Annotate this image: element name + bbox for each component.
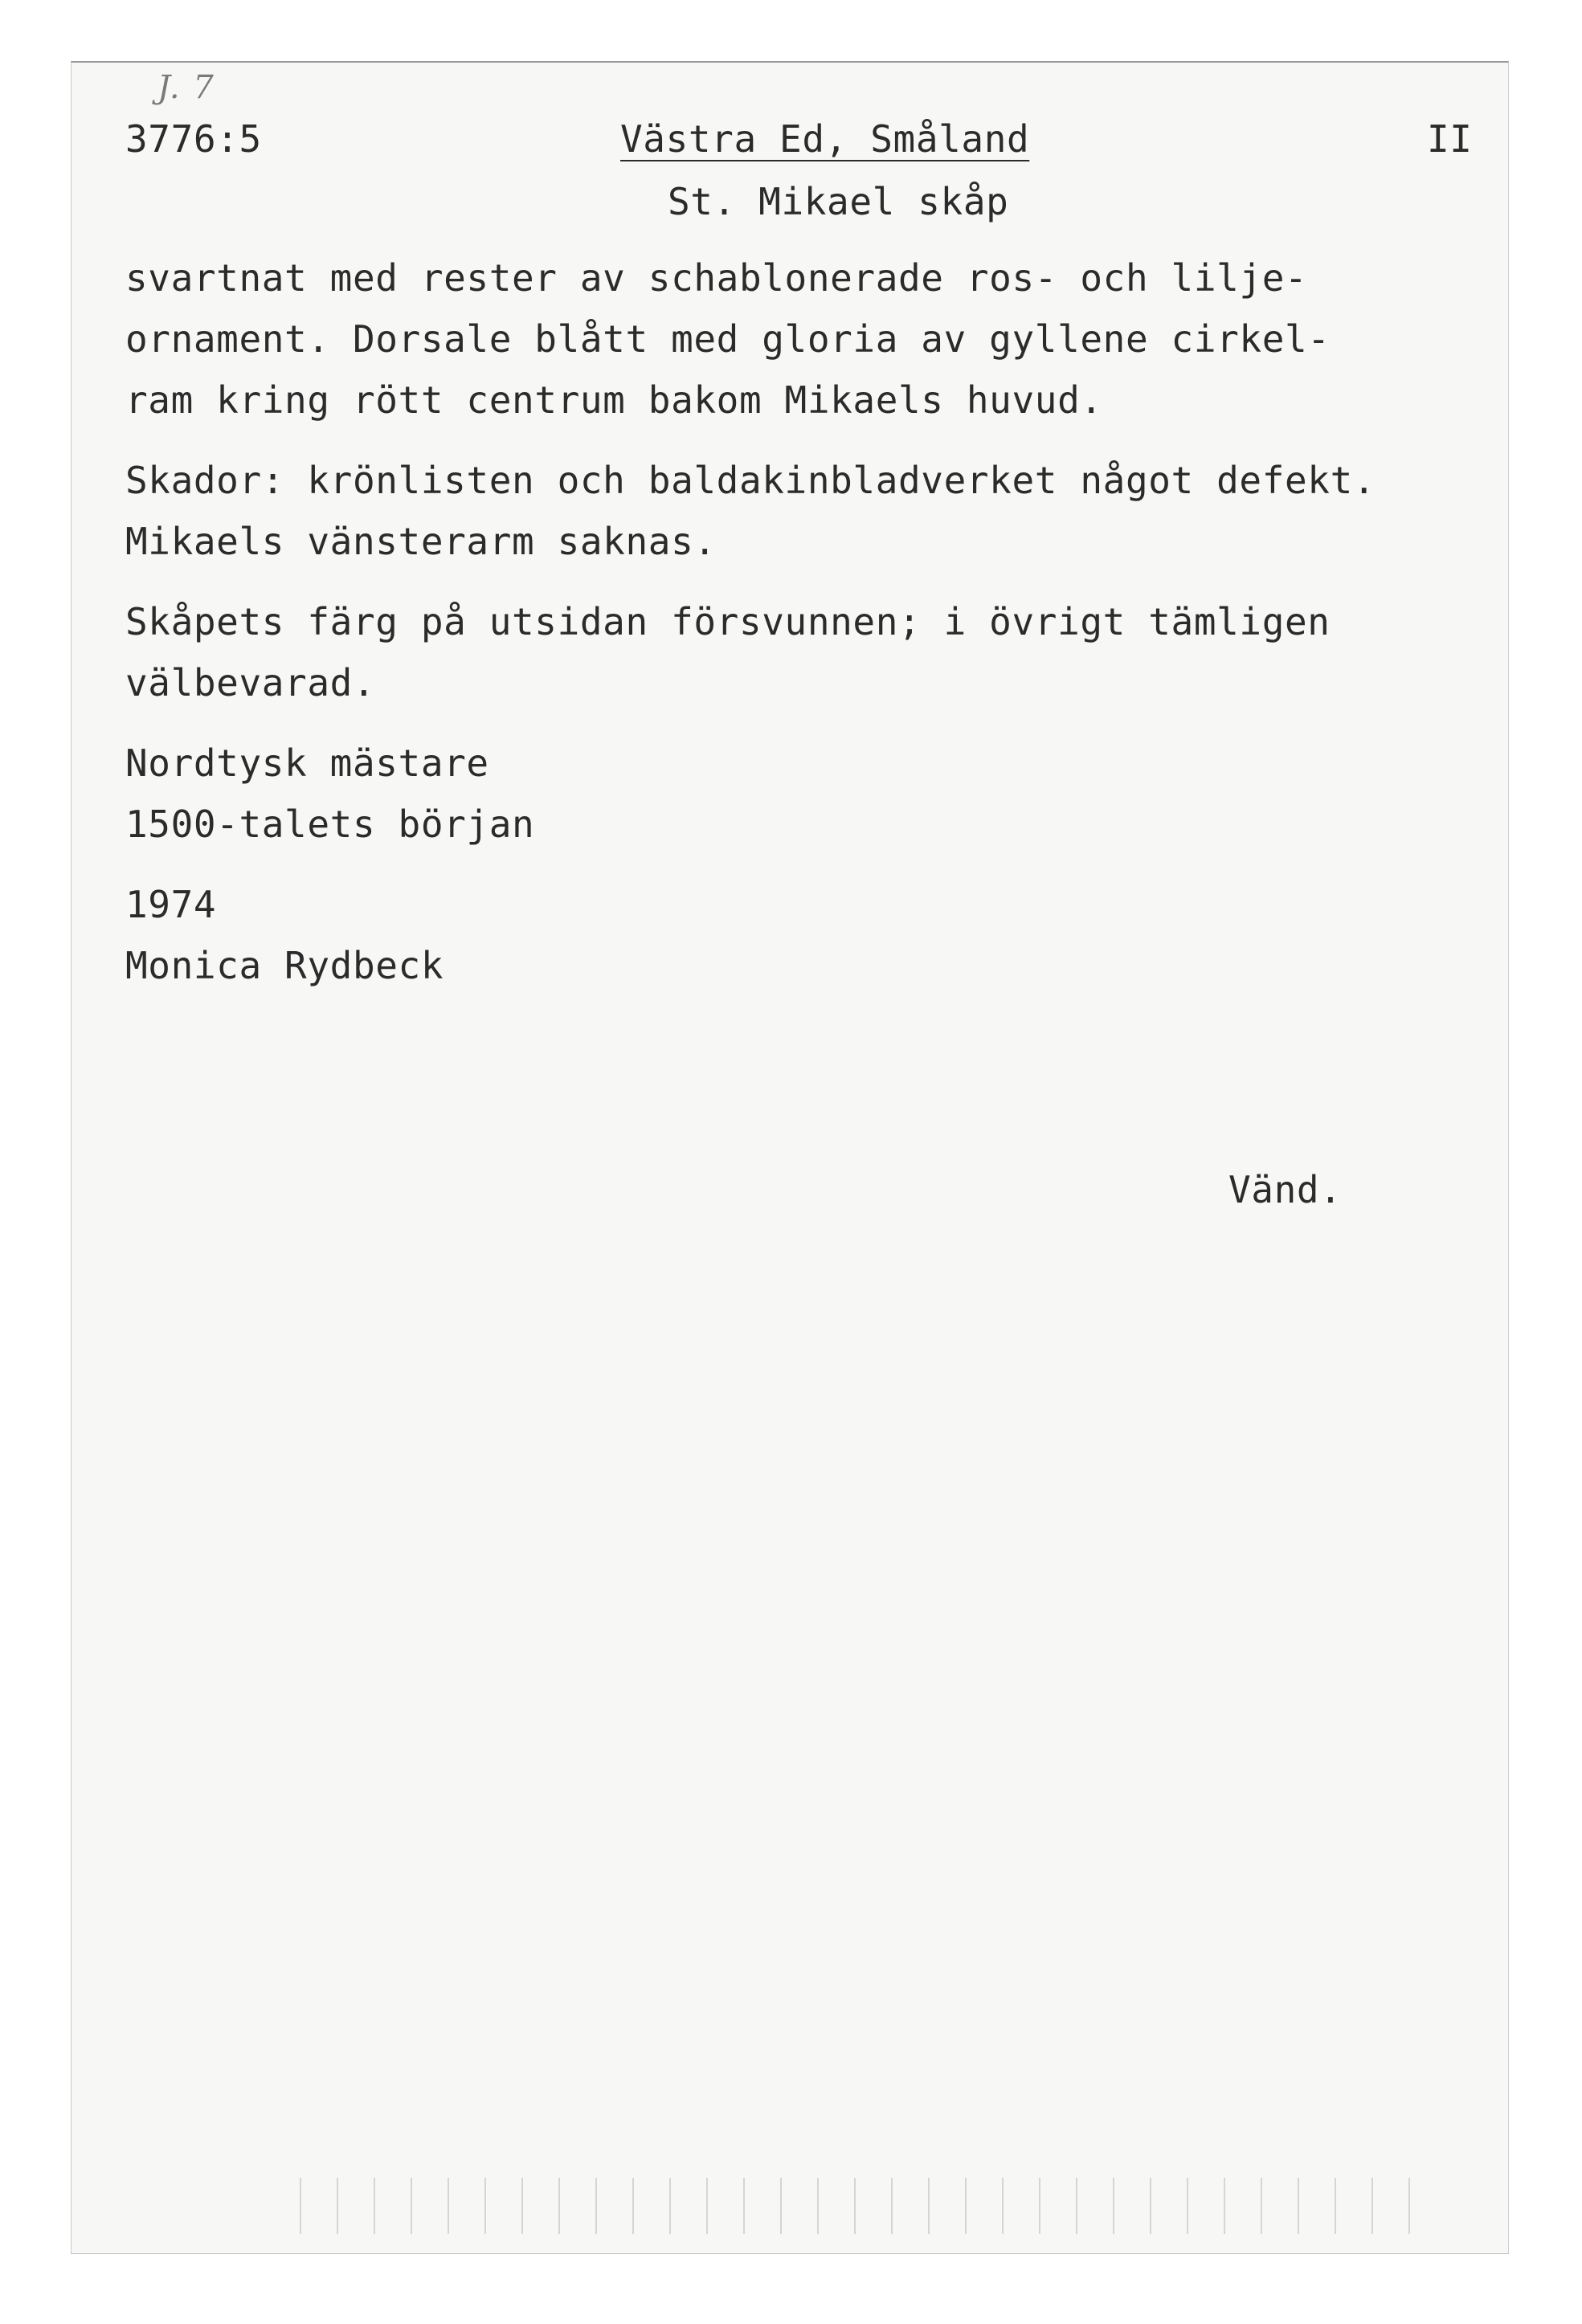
object-title: St. Mikael skåp (668, 180, 1009, 223)
handwritten-mark: J. 7 (157, 69, 215, 106)
body-line: ram kring rött centrum bakom Mikaels huvud. (125, 378, 1103, 422)
condition-line: välbevarad. (125, 661, 376, 705)
catalog-card (71, 61, 1509, 2254)
body-line: ornament. Dorsale blått med gloria av gyllene cirkel- (125, 317, 1331, 361)
body-line: svartnat med rester av schablonerade ros- och lilje- (125, 256, 1308, 300)
condition-line: Skåpets färg på utsidan försvunnen; i övrigt tämligen (125, 600, 1331, 643)
damage-line: Mikaels vänsterarm saknas. (125, 520, 717, 563)
scan-edge-marks (264, 2178, 1412, 2234)
record-year: 1974 (125, 883, 217, 926)
attribution-master: Nordtysk mästare (125, 741, 489, 785)
damage-line: Skador: krönlisten och baldakinbladverket något defekt. (125, 459, 1376, 502)
catalog-number: 3776:5 (125, 117, 262, 161)
attribution-date: 1500-talets början (125, 803, 535, 846)
volume-number: II (1427, 117, 1473, 161)
record-author: Monica Rydbeck (125, 944, 444, 987)
location-title: Västra Ed, Småland (620, 117, 1030, 161)
turn-over-note: Vänd. (1228, 1168, 1343, 1211)
